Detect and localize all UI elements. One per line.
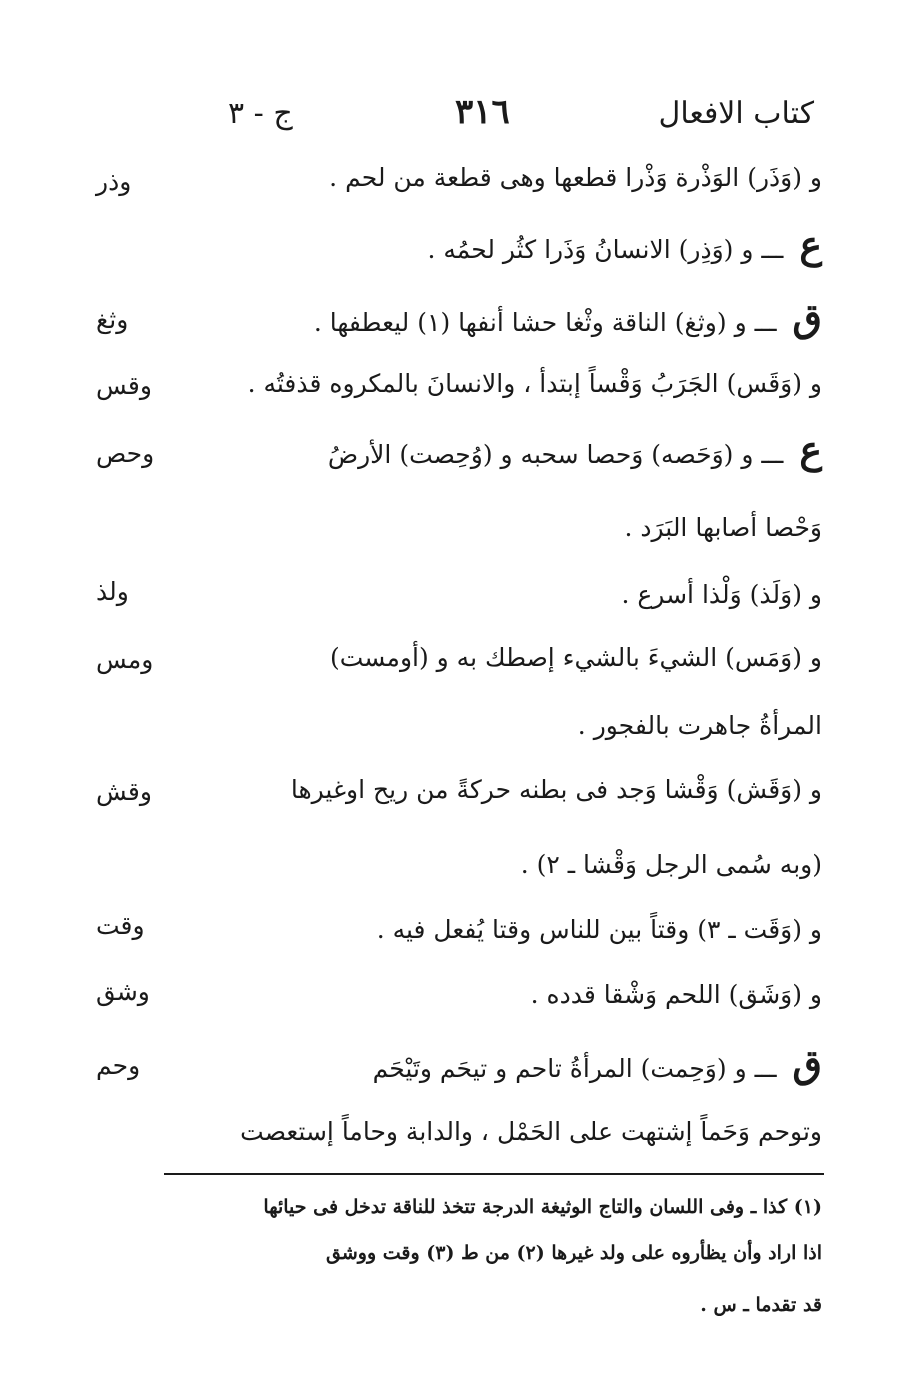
line-text: و (وَشَق) اللحم وَشْقا قدده . [530, 980, 822, 1009]
line-text: المرأةُ جاهرت بالفجور . [577, 711, 822, 740]
entry-marker: ع [799, 427, 822, 472]
text-line [262, 770, 822, 810]
text-line [262, 575, 822, 615]
book-title: كتاب الافعال [658, 96, 814, 131]
footnote-line: اذا اراد وأن يظأروه على ولد غيرها (٢) من ط (٣) وقت ووشق [326, 1242, 822, 1264]
footnote-divider [164, 1173, 824, 1175]
entry-marker: ع [799, 222, 822, 267]
line-text: و (وَقَس) الجَرَبُ وَقْساً إبتدأ ، والانسانَ بالمكروه قذفتُه . [247, 369, 822, 398]
text-line [262, 158, 822, 198]
page-header [0, 92, 910, 148]
text-line [262, 222, 822, 270]
line-text: و (وَقَش) وَقْشا وَجد فى بطنه حركةً من ريح اوغيرها [290, 775, 822, 804]
line-text: و (وَمَس) الشيءَ بالشيء إصطك به و (أومست) [329, 643, 822, 672]
footnote-line: قد تقدما ـ س . [700, 1294, 822, 1316]
line-text: وتوحم وَحَماً إشتهت على الحَمْل ، والدابة وحاماً إستعصت [240, 1117, 822, 1146]
text-line [262, 638, 822, 678]
footnote-line: (١) كذا ـ وفى اللسان والتاج الوثيغة الدرجة تتخذ للناقة تدخل فى حيائها [263, 1196, 822, 1218]
line-text: و (وَلَذ) وَلْذا أسرع . [621, 580, 822, 609]
text-line [262, 427, 822, 475]
text-line [262, 910, 822, 950]
margin-root: وقت [96, 911, 145, 940]
line-text: و (وَقَت ـ ٣) وقتاً بين للناس وقتا يُفعل فيه . [376, 915, 822, 944]
text-line [102, 508, 822, 548]
line-text: (وبه سُمى الرجل وَقْشا ـ ٢) . [520, 850, 822, 879]
page-number: ٣١٦ [455, 92, 510, 132]
margin-root: وقش [96, 777, 152, 806]
text-line [262, 295, 822, 343]
margin-root: ومس [96, 645, 154, 674]
entry-marker: ق [792, 1041, 822, 1086]
volume-label: ج - ٣ [228, 96, 293, 131]
margin-root: وذر [96, 167, 132, 196]
text-line [102, 1112, 822, 1152]
margin-root: وشق [96, 977, 150, 1006]
line-text: ـــ و (وَحَصه) وَحصا سحبه و (وُحِصت) الأرضُ [327, 440, 784, 469]
line-text: و (وَذَر) الوَذْرة وَذْرا قطعها وهى قطعة من لحم . [329, 163, 822, 192]
margin-root: وحص [96, 439, 155, 468]
line-text: ـــ و (وثغ) الناقة وثْغا حشا أنفها (١) ليعطفها . [313, 308, 777, 337]
text-line [102, 706, 822, 746]
entry-marker: ق [792, 295, 822, 340]
text-line [102, 845, 822, 885]
text-line [262, 975, 822, 1015]
margin-root: وحم [96, 1051, 141, 1080]
margin-root: وثغ [96, 305, 129, 334]
margin-root: ولذ [96, 577, 129, 606]
line-text: وَحْصا أصابها البَرَد . [624, 513, 822, 542]
line-text: ـــ و (وَحِمت) المرأةُ تاحم و تيحَم وتَيْحَم [372, 1054, 777, 1083]
text-line [247, 364, 822, 404]
line-text: ـــ و (وَذِر) الانسانُ وَذَرا كثُر لحمُه . [427, 235, 784, 264]
text-line [262, 1041, 822, 1089]
margin-root: وقس [96, 371, 152, 400]
